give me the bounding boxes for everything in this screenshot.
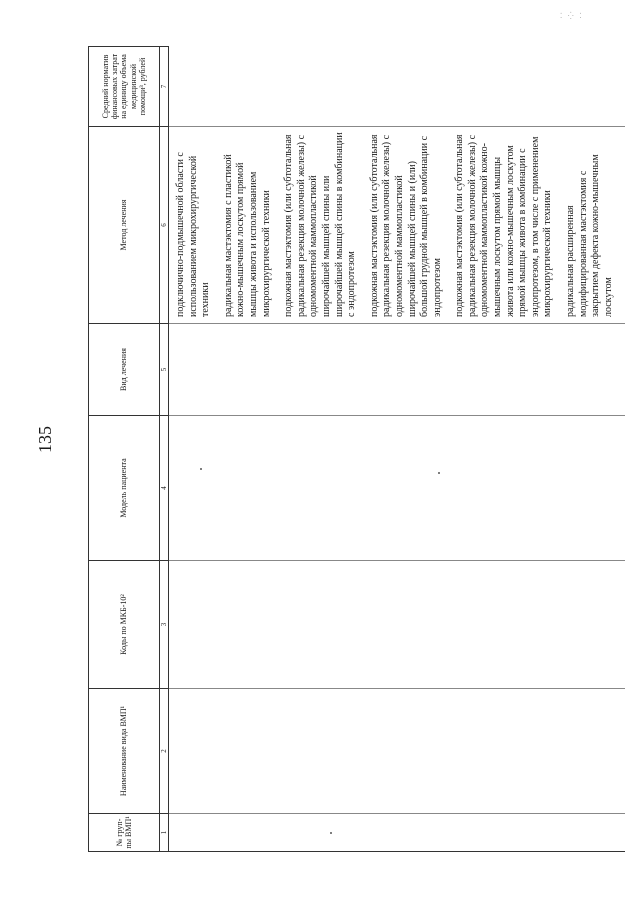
header-vmp-name: Наименование вида ВМП¹ — [89, 689, 160, 814]
rotated-page — [88, 47, 640, 852]
treatment-method-text: подкожная мастэктомия (или субтотальная радикальная резекция молочной железы) с одномоментной маммопластикой кожно-мышечным лоскутом прямой мышцы живота или кожно-мышечным лоскутом прямой мышцы живота в комбинации с эндопротезом, в том числе с применением микрохирургической техники — [454, 134, 554, 317]
cell-treatment-type — [169, 324, 626, 416]
cell-icd-codes — [169, 561, 626, 689]
column-number: 4 — [160, 416, 169, 561]
treatment-method-text: радикальная мастэктомия с пластикой кожно-мышечным лоскутом прямой мышцы живота и использованием микрохирургической техники — [222, 154, 272, 317]
table-row — [169, 47, 626, 852]
page-number: 135 — [35, 426, 55, 453]
column-number: 2 — [160, 689, 169, 814]
cell-group-number — [169, 814, 626, 852]
header-group-number: № груп-пы ВМП¹ — [89, 814, 160, 852]
treatment-method-text: подкожная мастэктомия (или субтотальная радикальная резекция молочной железы) с одномоментной маммопластикой широчайшей мышцей спины или широчайшей мышцей спины в комбинации с эндопротезом — [283, 132, 358, 317]
column-number: 5 — [160, 324, 169, 416]
treatment-method-text: подкожная мастэктомия (или субтотальная радикальная резекция молочной железы) с одномоментной маммопластикой широчайшей мышцей спины и (или) большой грудной мышцей в комбинации с эндопротезом — [368, 134, 443, 317]
cell-patient-model — [169, 416, 626, 561]
header-treatment-method: Метод лечения — [89, 127, 160, 324]
treatment-method-text: подключично-подмышечной области с использованием микрохирургической техники — [175, 152, 212, 317]
cell-vmp-name — [169, 689, 626, 814]
cell-cost-standard — [169, 47, 626, 127]
column-number: 6 — [160, 127, 169, 324]
column-number: 3 — [160, 561, 169, 689]
header-treatment-type: Вид лечения — [89, 324, 160, 416]
cell-treatment-method — [169, 127, 626, 324]
header-icd-codes: Коды по МКБ-10² — [89, 561, 160, 689]
column-number: 1 — [160, 814, 169, 852]
scan-artifact: ⁚ ⁛ ⁚ — [560, 12, 584, 20]
vmp-table — [88, 46, 625, 852]
treatment-method-text: радикальная расширенная модифицированная мастэктомия с закрытием дефекта кожно-мышечным лоскутом — [565, 154, 614, 317]
header-patient-model: Модель пациента — [89, 416, 160, 561]
column-number: 7 — [160, 47, 169, 127]
header-row — [89, 47, 160, 852]
header-cost-standard: Средний норматив финансовых затрат на единицу объема медицинской помощи³, рублей — [89, 47, 160, 127]
column-number-row — [160, 47, 169, 852]
